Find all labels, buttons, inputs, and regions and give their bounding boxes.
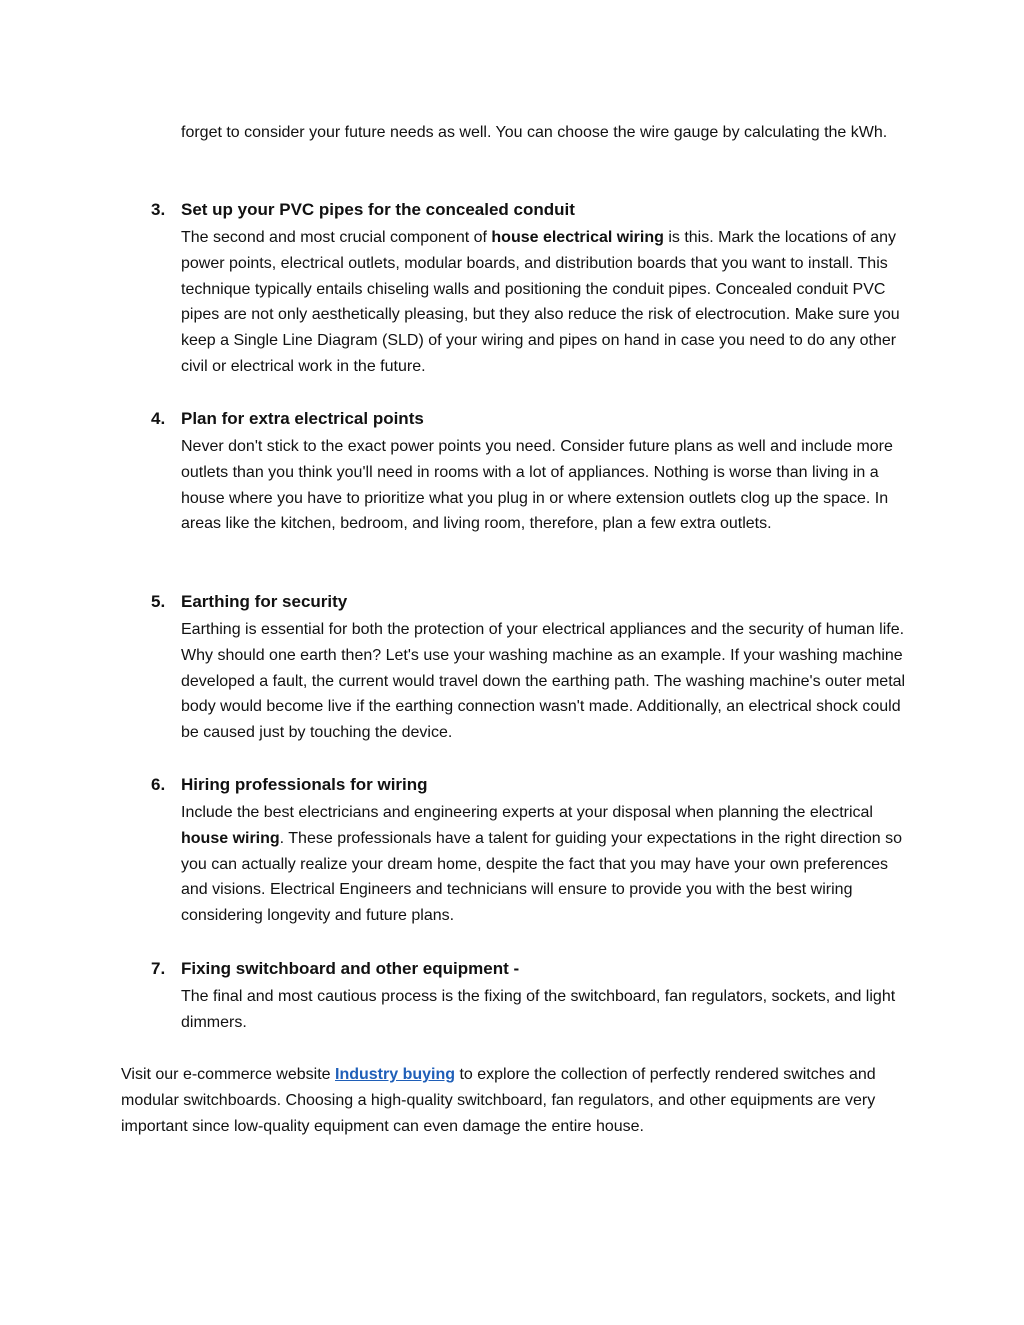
item-body-text: Include the best electricians and engineering experts at your disposal when planning the electrical — [181, 804, 873, 821]
item-heading: Fixing switchboard and other equipment - — [181, 959, 520, 978]
item-heading: Hiring professionals for wiring — [181, 775, 428, 794]
item-number: 6. — [151, 775, 166, 794]
item-body-bold: house electrical wiring — [491, 229, 664, 246]
item-body: Earthing is essential for both the protection of your electrical appliances and the security of human life. Why should one earth then? Let's use your washing machine as an example. If your washing machine developed a fault, the current would travel down the earthing path. The washing machine's outer metal body would become live if the earthing connection wasn't made. Additionally, an electrical shock could be caused just by touching the device. — [181, 621, 906, 742]
intro-paragraph: forget to consider your future needs as well. You can choose the wire gauge by calculating the kWh. — [181, 124, 888, 141]
outro-paragraph — [121, 1062, 911, 1139]
item-number: 5. — [151, 592, 166, 611]
item-body-text: . These professionals have a talent for guiding your expectations in the right direction so you can actually realize your dream home, despite the fact that you may have your own preferences and visions. Electrical Engineers and technicians will ensure to provide you with the best wiring considering longevity and future plans. — [181, 829, 902, 925]
item-body-bold: house wiring — [181, 829, 280, 847]
item-body-text: The second and most crucial component of — [181, 229, 492, 246]
outro-text: Visit our e-commerce website — [121, 1066, 335, 1083]
item-heading: Plan for extra electrical points — [181, 409, 424, 428]
item-body — [181, 800, 909, 929]
item-body-text: is this. Mark the locations of any power points, electrical outlets, modular boards, and distribution boards that you want to install. This technique typically entails chiseling walls and positioning the conduit pipes. Concealed conduit PVC pipes are not only aesthetically pleasing, but they also reduce the risk of electrocution. Make sure you keep a Single Line Diagram (SLD) of your wiring and pipes on hand in case you need to do any other civil or electrical work in the future. — [181, 229, 900, 375]
item-body — [181, 225, 909, 380]
item-body: Never don't stick to the exact power points you need. Consider future plans as well and include more outlets than you think you'll need in rooms with a lot of appliances. Nothing is worse than living in a house where you have to prioritize what you plug in or where extension outlets clog up the space. In areas like the kitchen, bedroom, and living room, therefore, plan a few extra outlets. — [181, 438, 893, 533]
item-heading: Set up your PVC pipes for the concealed conduit — [181, 200, 575, 219]
item-number: 4. — [151, 409, 166, 428]
outro-text: to explore the collection of perfectly rendered switches and modular switchboards. Choosing a high-quality switchboard, fan regulators, and other equipments are very important since low-quality equipment can even damage the entire house. — [121, 1066, 876, 1135]
item-heading: Earthing for security — [181, 592, 348, 611]
item-number: 7. — [151, 959, 166, 978]
item-body: The final and most cautious process is the fixing of the switchboard, fan regulators, sockets, and light dimmers. — [181, 988, 896, 1031]
industry-buying-link[interactable]: Industry buying — [335, 1066, 455, 1083]
item-number: 3. — [151, 200, 166, 219]
